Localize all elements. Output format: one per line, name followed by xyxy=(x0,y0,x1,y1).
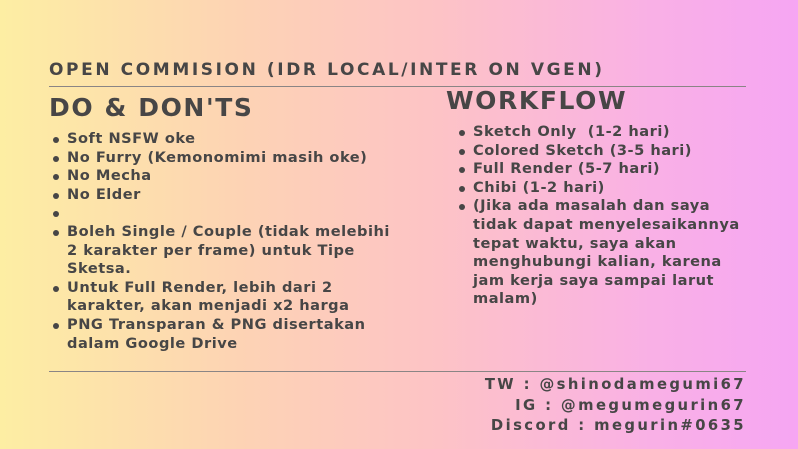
workflow-list xyxy=(457,123,747,309)
list-item: No Furry (Kemonomimi masih oke) xyxy=(51,149,401,168)
list-item: Colored Sketch (3-5 hari) xyxy=(457,142,747,161)
workflow-title: WORKFLOW xyxy=(446,86,628,115)
dos-donts-list xyxy=(51,130,401,353)
dos-donts-title: DO & DON'TS xyxy=(49,93,254,122)
list-item: Chibi (1-2 hari) xyxy=(457,179,747,198)
bottom-divider xyxy=(49,371,746,372)
top-divider xyxy=(49,86,746,87)
list-item: Boleh Single / Couple (tidak melebihi 2 karakter per frame) untuk Tipe Sketsa. xyxy=(51,223,401,279)
list-item: Full Render (5-7 hari) xyxy=(457,160,747,179)
commission-header: OPEN COMMISION (IDR LOCAL/INTER ON VGEN) xyxy=(49,60,605,80)
list-item: (Jika ada masalah dan saya tidak dapat menyelesaikannya tepat waktu, saya akan menghubungi kalian, karena jam kerja saya sampai larut malam) xyxy=(457,197,747,309)
discord-handle: Discord : megurin#0635 xyxy=(490,417,746,434)
twitter-handle: TW : @shinodamegumi67 xyxy=(484,376,746,393)
list-item: PNG Transparan & PNG disertakan dalam Google Drive xyxy=(51,316,401,353)
instagram-handle: IG : @megumegurin67 xyxy=(515,396,746,414)
list-item: Untuk Full Render, lebih dari 2 karakter, akan menjadi x2 harga xyxy=(51,279,401,316)
list-item: No Elder xyxy=(51,186,401,205)
list-item: Sketch Only (1-2 hari) xyxy=(457,123,747,142)
contact-info xyxy=(485,375,746,437)
list-item: No Mecha xyxy=(51,167,401,186)
list-item: Soft NSFW oke xyxy=(51,130,401,149)
list-item-empty xyxy=(51,204,401,223)
